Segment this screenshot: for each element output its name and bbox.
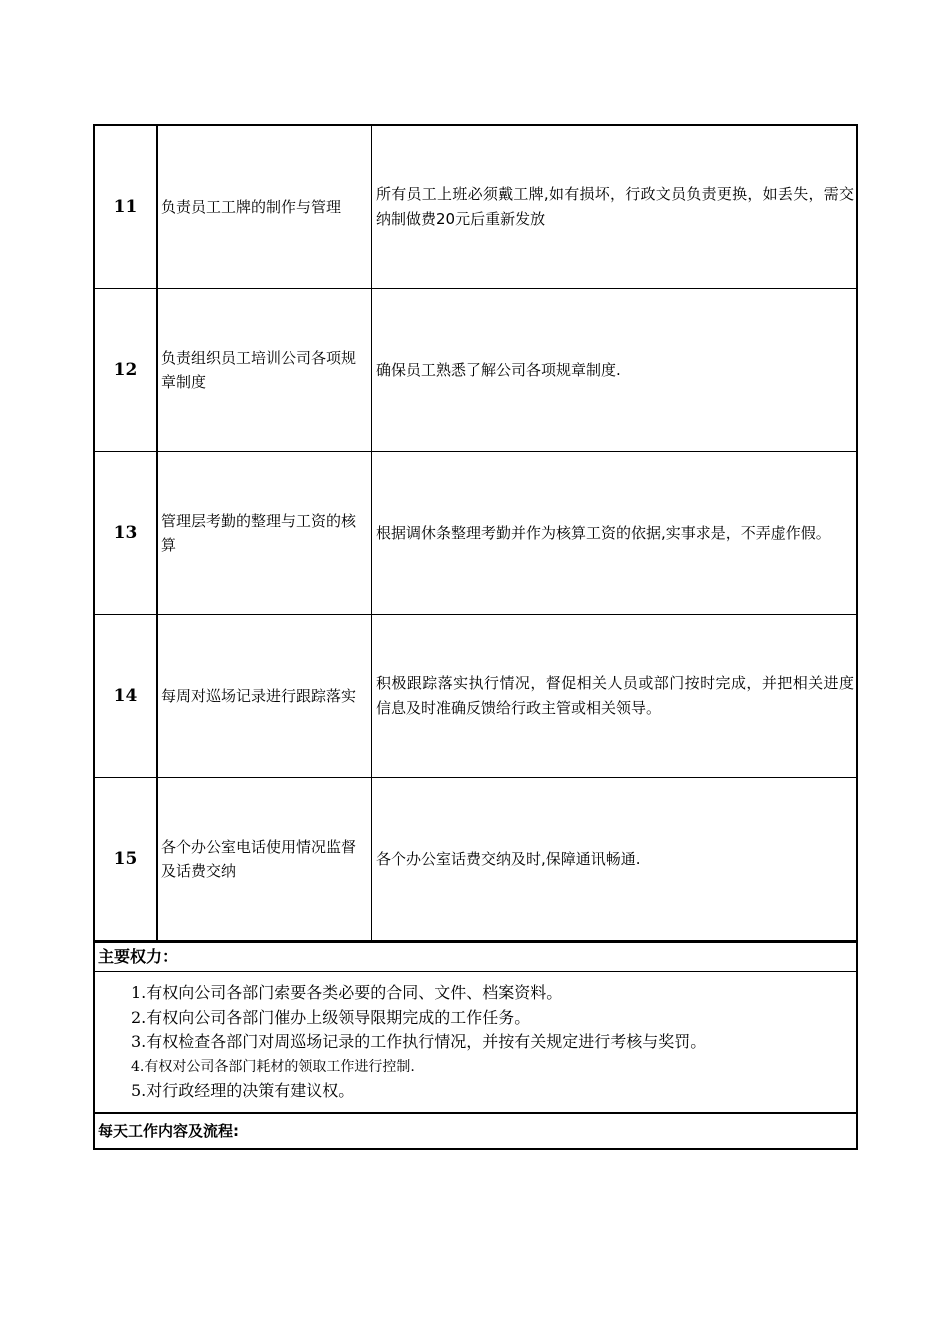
- duty-description: 确保员工熟悉了解公司各项规章制度.: [372, 289, 858, 452]
- duty-number: 13: [94, 452, 157, 615]
- duty-task: 各个办公室电话使用情况监督及话费交纳: [157, 778, 372, 941]
- duty-description: 根据调休条整理考勤并作为核算工资的依据,实事求是，不弄虚作假。: [372, 452, 858, 615]
- table-row: [94, 452, 857, 615]
- duty-task: 负责员工工牌的制作与管理: [157, 125, 372, 289]
- daily-work-title: 每天工作内容及流程:: [95, 1112, 856, 1150]
- job-description-document: [93, 124, 858, 1150]
- duty-number: 15: [94, 778, 157, 941]
- duties-table: [93, 124, 858, 941]
- duty-description: 所有员工上班必须戴工牌,如有损坏，行政文员负责更换，如丢失，需交纳制做费20元后重新发放: [372, 125, 858, 289]
- list-item: 4.有权对公司各部门耗材的领取工作进行控制.: [131, 1058, 415, 1075]
- list-item: 3.有权检查各部门对周巡场记录的工作执行情况，并按有关规定进行考核与奖罚。: [131, 1032, 707, 1051]
- table-row: [94, 615, 857, 778]
- table-row: [94, 125, 857, 289]
- duty-task: 负责组织员工培训公司各项规章制度: [157, 289, 372, 452]
- list-item: 5.对行政经理的决策有建议权。: [131, 1081, 355, 1100]
- list-item: 1.有权向公司各部门索要各类必要的合同、文件、档案资料。: [131, 983, 563, 1002]
- duty-description: 各个办公室话费交纳及时,保障通讯畅通.: [372, 778, 858, 941]
- table-row: [94, 289, 857, 452]
- duty-number: 14: [94, 615, 157, 778]
- duty-task: 每周对巡场记录进行跟踪落实: [157, 615, 372, 778]
- table-row: [94, 778, 857, 941]
- main-powers-list: [95, 972, 856, 1112]
- duty-description: 积极跟踪落实执行情况，督促相关人员或部门按时完成，并把相关进度信息及时准确反馈给行政主管或相关领导。: [372, 615, 858, 778]
- list-item: 2.有权向公司各部门催办上级领导限期完成的工作任务。: [131, 1007, 531, 1027]
- main-powers-title: 主要权力：: [95, 941, 856, 972]
- duty-number: 11: [94, 125, 157, 289]
- main-powers-section: [93, 941, 858, 1150]
- duty-number: 12: [94, 289, 157, 452]
- duty-task: 管理层考勤的整理与工资的核算: [157, 452, 372, 615]
